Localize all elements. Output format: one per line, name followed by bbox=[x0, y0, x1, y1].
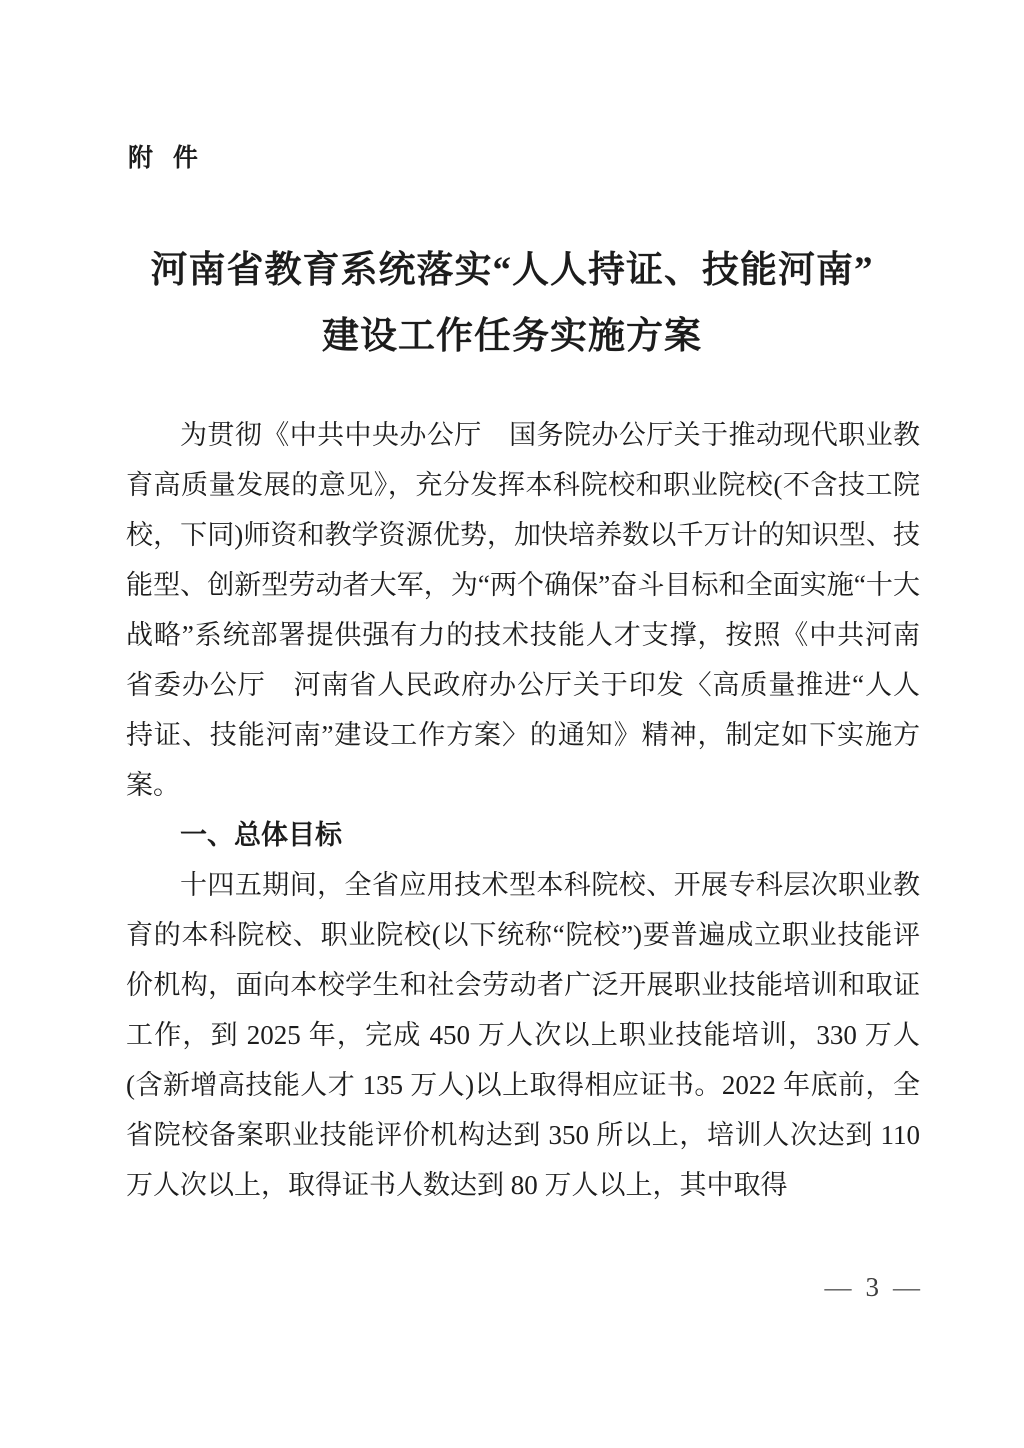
document-title bbox=[0, 238, 1024, 370]
attachment-label: 附 件 bbox=[128, 144, 200, 172]
page-number-dash-right: — bbox=[893, 1272, 920, 1302]
section-heading-overall-goals: 一、总体目标 bbox=[180, 820, 342, 850]
paragraph-intro: 为贯彻《中共中央办公厅 国务院办公厅关于推动现代职业教育高质量发展的意见》，充分发挥本科院校和职业院校(不含技工院校，下同)师资和教学资源优势，加快培养数以千万计的知识型、技能型、创新型劳动者大军，为“两个确保”奋斗目标和全面实施“十大战略”系统部署提供强有力的技术技能人才支撑，按照《中共河南省委办公厅 河南省人民政府办公厅关于印发〈高质量推进“人人持证、技能河南”建设工作方案〉的通知》精神，制定如下实施方案。 bbox=[126, 420, 920, 800]
paragraph-overall-goals: 十四五期间，全省应用技术型本科院校、开展专科层次职业教育的本科院校、职业院校(以下统称“院校”)要普遍成立职业技能评价机构，面向本校学生和社会劳动者广泛开展职业技能培训和取证工作，到 2025 年，完成 450 万人次以上职业技能培训，330 万人(含新增高技能人才 135 万人)以上取得相应证书。2022 年底前，全省院校备案职业技能评价机构达到 350 所以上，培训人次达到 110 万人次以上，取得证书人数达到 80 万人以上，其中取得 bbox=[126, 870, 920, 1200]
document-title-line-2: 建设工作任务实施方案 bbox=[322, 316, 702, 357]
page-number: 3 bbox=[865, 1272, 879, 1302]
page-footer bbox=[825, 1272, 921, 1303]
document-body bbox=[126, 410, 920, 1210]
document-title-line-1: 河南省教育系统落实“人人持证、技能河南” bbox=[150, 250, 874, 291]
page-number-dash-left: — bbox=[824, 1272, 852, 1302]
